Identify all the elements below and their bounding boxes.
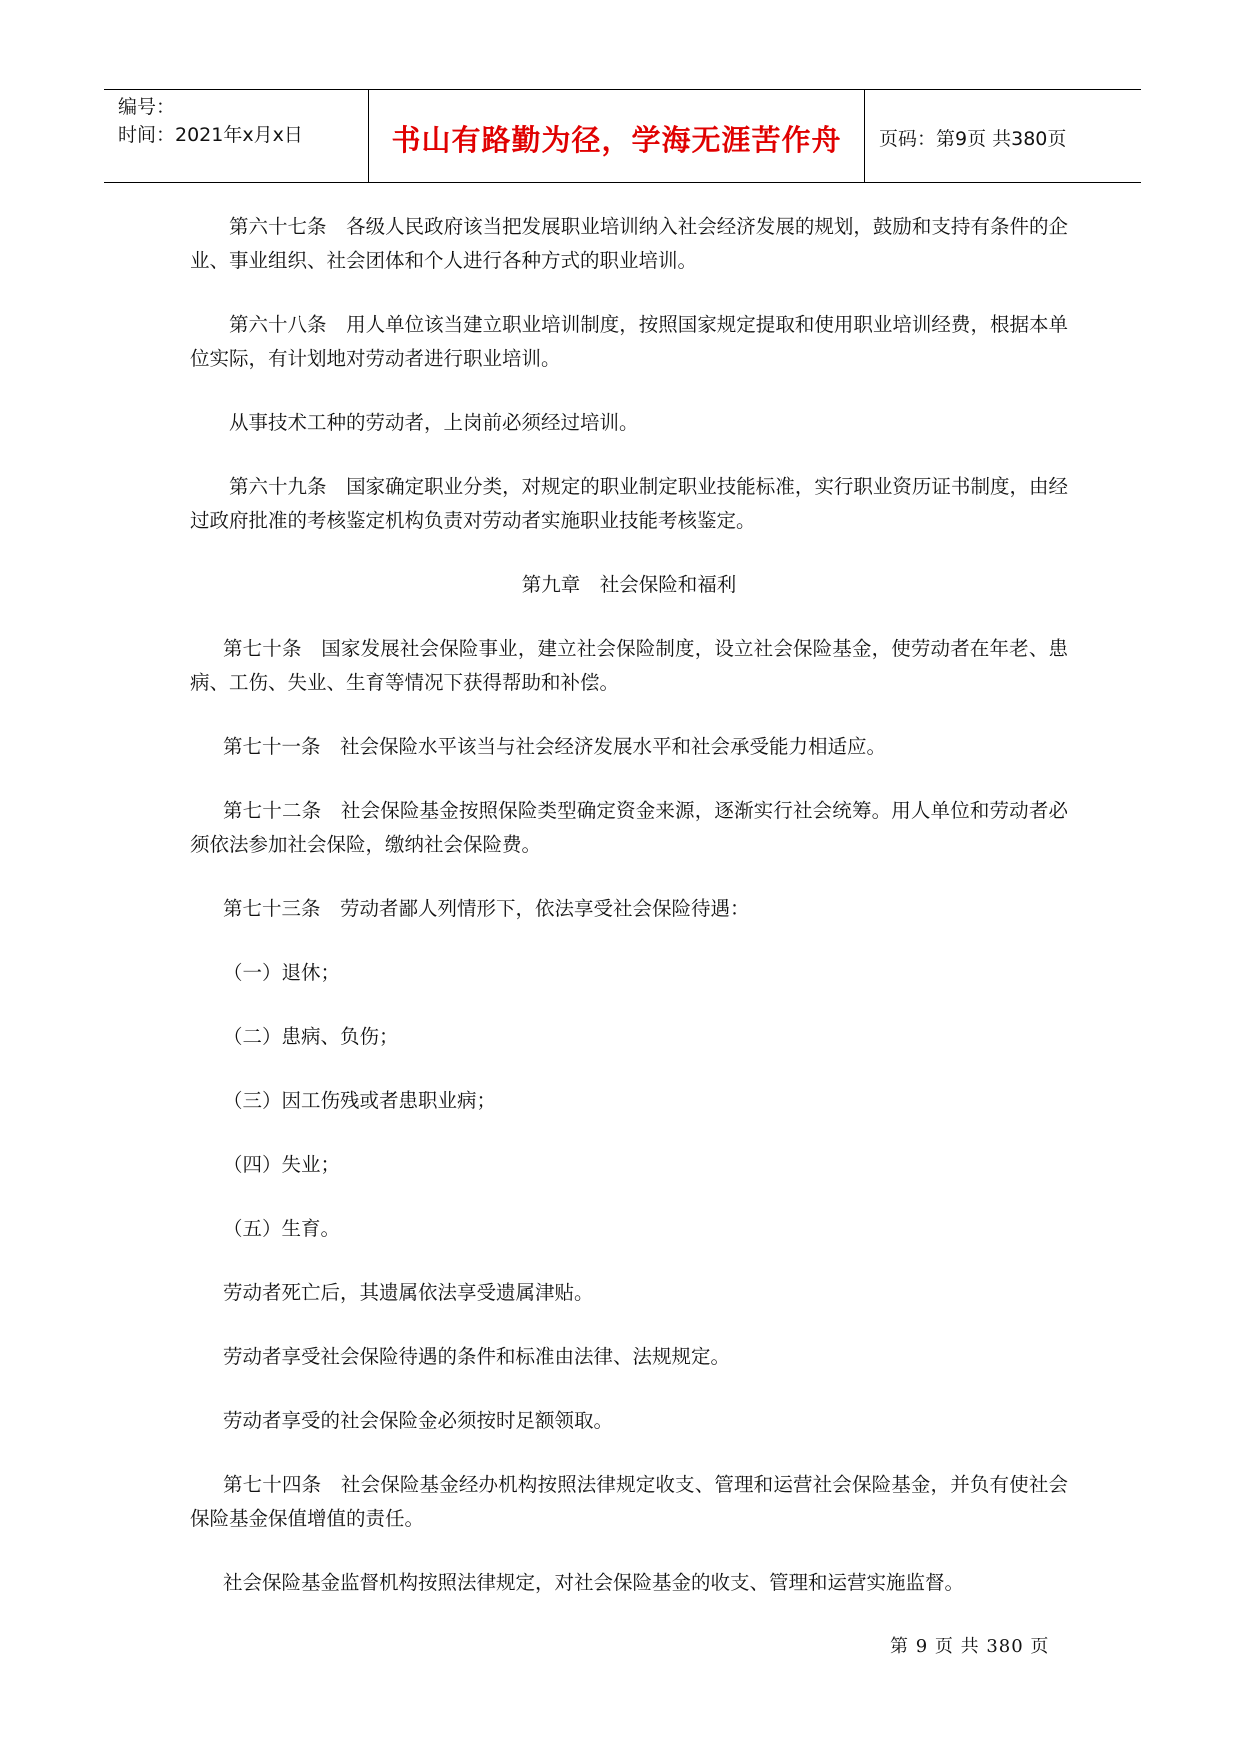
header-meta <box>104 90 369 182</box>
page-header <box>104 89 1141 183</box>
page-footer: 第 9 页 共 380 页 <box>890 1636 1050 1657</box>
paragraph: 第六十七条 各级人民政府该当把发展职业培训纳入社会经济发展的规划，鼓励和支持有条件的企业、事业组织、社会团体和个人进行各种方式的职业培训。 <box>190 215 1068 272</box>
paragraph: 从事技术工种的劳动者，上岗前必须经过培训。 <box>229 411 639 434</box>
paragraph: 第六十九条 国家确定职业分类，对规定的职业制定职业技能标准，实行职业资历证书制度，由经过政府批准的考核鉴定机构负责对劳动者实施职业技能考核鉴定。 <box>190 475 1068 532</box>
paragraph: 第七十三条 劳动者鄙人列情形下，依法享受社会保险待遇： <box>223 897 750 920</box>
serial-label: 编号： <box>118 96 176 118</box>
paragraph: 第六十八条 用人单位该当建立职业培训制度，按照国家规定提取和使用职业培训经费，根据本单位实际，有计划地对劳动者进行职业培训。 <box>190 313 1068 370</box>
document-body <box>190 210 1068 1600</box>
chapter-heading: 第九章 社会保险和福利 <box>521 573 737 596</box>
list-item: （三）因工伤残或者患职业病； <box>223 1089 497 1112</box>
paragraph: 劳动者享受的社会保险金必须按时足额领取。 <box>223 1409 614 1432</box>
time-label: 时间：2021年x月x日 <box>118 124 303 146</box>
header-motto: 书山有路勤为径，学海无涯苦作舟 <box>369 90 865 182</box>
paragraph: 第七十一条 社会保险水平该当与社会经济发展水平和社会承受能力相适应。 <box>223 735 887 758</box>
paragraph: 劳动者死亡后，其遗属依法享受遗属津贴。 <box>223 1281 594 1304</box>
paragraph: 第七十二条 社会保险基金按照保险类型确定资金来源，逐渐实行社会统筹。用人单位和劳动者必须依法参加社会保险，缴纳社会保险费。 <box>190 799 1068 856</box>
list-item: （五）生育。 <box>223 1217 341 1240</box>
list-item: （一）退休； <box>223 961 341 984</box>
list-item: （二）患病、负伤； <box>223 1025 399 1048</box>
paragraph: 第七十条 国家发展社会保险事业，建立社会保险制度，设立社会保险基金，使劳动者在年老、患病、工伤、失业、生育等情况下获得帮助和补偿。 <box>190 637 1068 694</box>
header-page-code: 页码：第9页 共380页 <box>879 127 1067 150</box>
paragraph: 劳动者享受社会保险待遇的条件和标准由法律、法规规定。 <box>223 1345 731 1368</box>
paragraph: 社会保险基金监督机构按照法律规定，对社会保险基金的收支、管理和运营实施监督。 <box>223 1571 965 1594</box>
list-item: （四）失业； <box>223 1153 341 1176</box>
paragraph: 第七十四条 社会保险基金经办机构按照法律规定收支、管理和运营社会保险基金，并负有使社会保险基金保值增值的责任。 <box>190 1473 1068 1530</box>
